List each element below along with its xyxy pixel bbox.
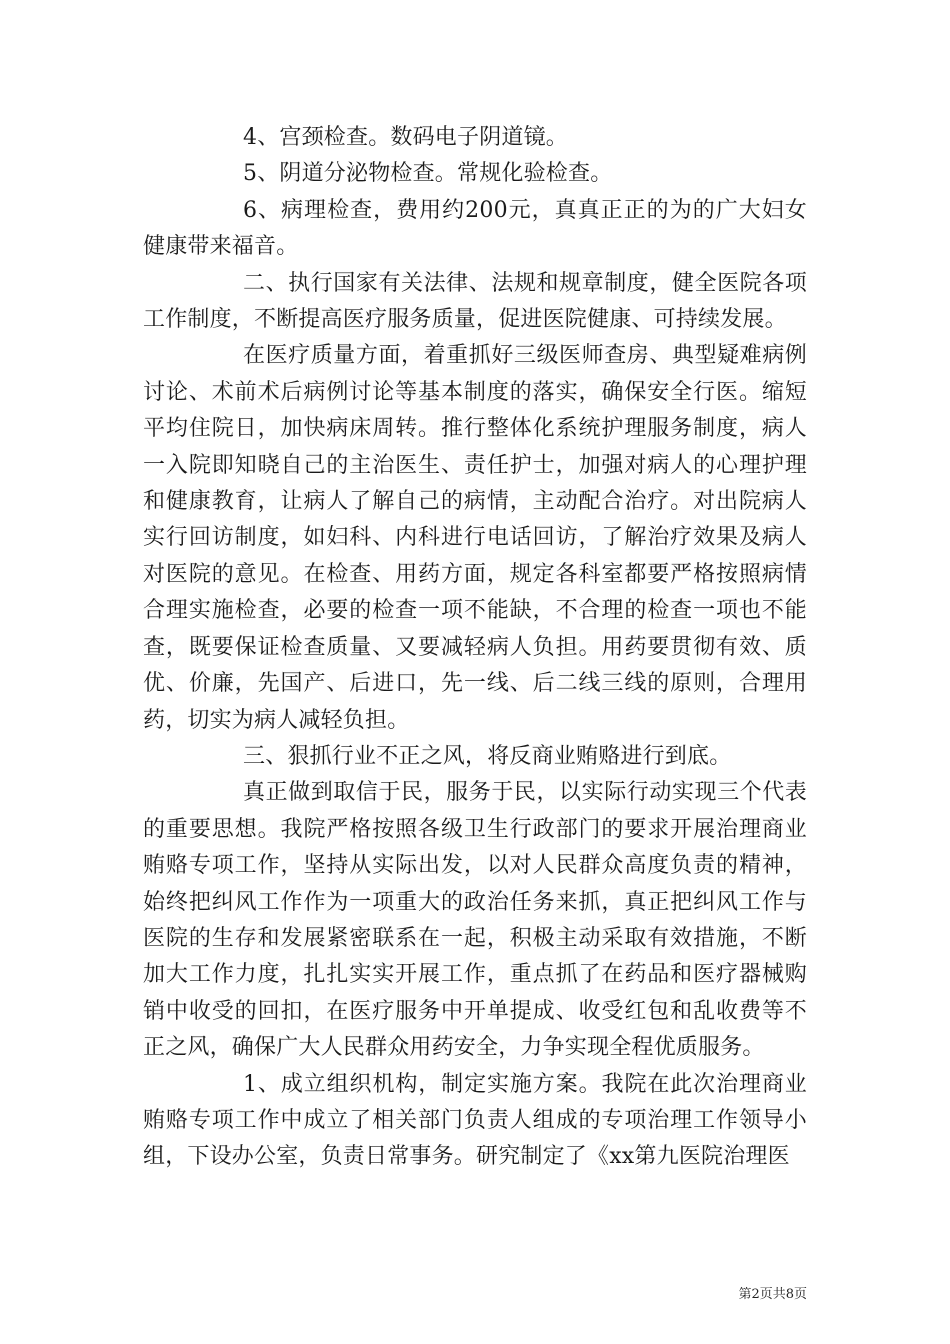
document-body [143, 120, 807, 1176]
paragraph-item-6: 6、病理检查，费用约200元，真真正正的为的广大妇女健康带来福音。 [143, 197, 807, 260]
paragraph-item-4: 4、宫颈检查。数码电子阴道镜。 [243, 125, 568, 150]
section-heading-3: 三、狠抓行业不正之风，将反商业贿赂进行到底。 [243, 743, 732, 769]
section-heading-2: 二、执行国家有关法律、法规和规章制度，健全医院各项工作制度，不断提高医疗服务质量，促进医院健康、可持续发展。 [143, 270, 807, 333]
paragraph-item-5: 5、阴道分泌物检查。常规化验检查。 [243, 161, 613, 187]
paragraph-organization: 1、成立组织机构，制定实施方案。我院在此次治理商业贿赂专项工作中成立了相关部门负责人组成的专项治理工作领导小组，下设办公室，负责日常事务。研究制定了《xx第九医院治理医 [143, 1071, 807, 1170]
page-number-footer: 第2页共8页 [738, 1287, 807, 1302]
paragraph-anti-bribery: 真正做到取信于民，服务于民，以实际行动实现三个代表的重要思想。我院严格按照各级卫生行政部门的要求开展治理商业贿赂专项工作，坚持从实际出发，以对人民群众高度负责的精神，始终把纠风工作作为一项重大的政治任务来抓，真正把纠风工作与医院的生存和发展紧密联系在一起，积极主动采取有效措施，不断加大工作力度，扎扎实实开展工作，重点抓了在药品和医疗器械购销中收受的回扣，在医疗服务中开单提成、收受红包和乱收费等不正之风，确保广大人民群众用药安全，力争实现全程优质服务。 [143, 780, 807, 1061]
paragraph-medical-quality: 在医疗质量方面，着重抓好三级医师查房、典型疑难病例讨论、术前术后病例讨论等基本制度的落实，确保安全行医。缩短平均住院日，加快病床周转。推行整体化系统护理服务制度，病人一入院即知晓自己的主治医生、责任护士，加强对病人的心理护理和健康教育，让病人了解自己的病情，主动配合治疗。对出院病人实行回访制度，如妇科、内科进行电话回访，了解治疗效果及病人对医院的意见。在检查、用药方面，规定各科室都要严格按照病情合理实施检查，必要的检查一项不能缺，不合理的检查一项也不能查，既要保证检查质量、又要减轻病人负担。用药要贯彻有效、质优、价廉，先国产、后进口，先一线、后二线三线的原则，合理用药，切实为病人减轻负担。 [143, 343, 807, 733]
